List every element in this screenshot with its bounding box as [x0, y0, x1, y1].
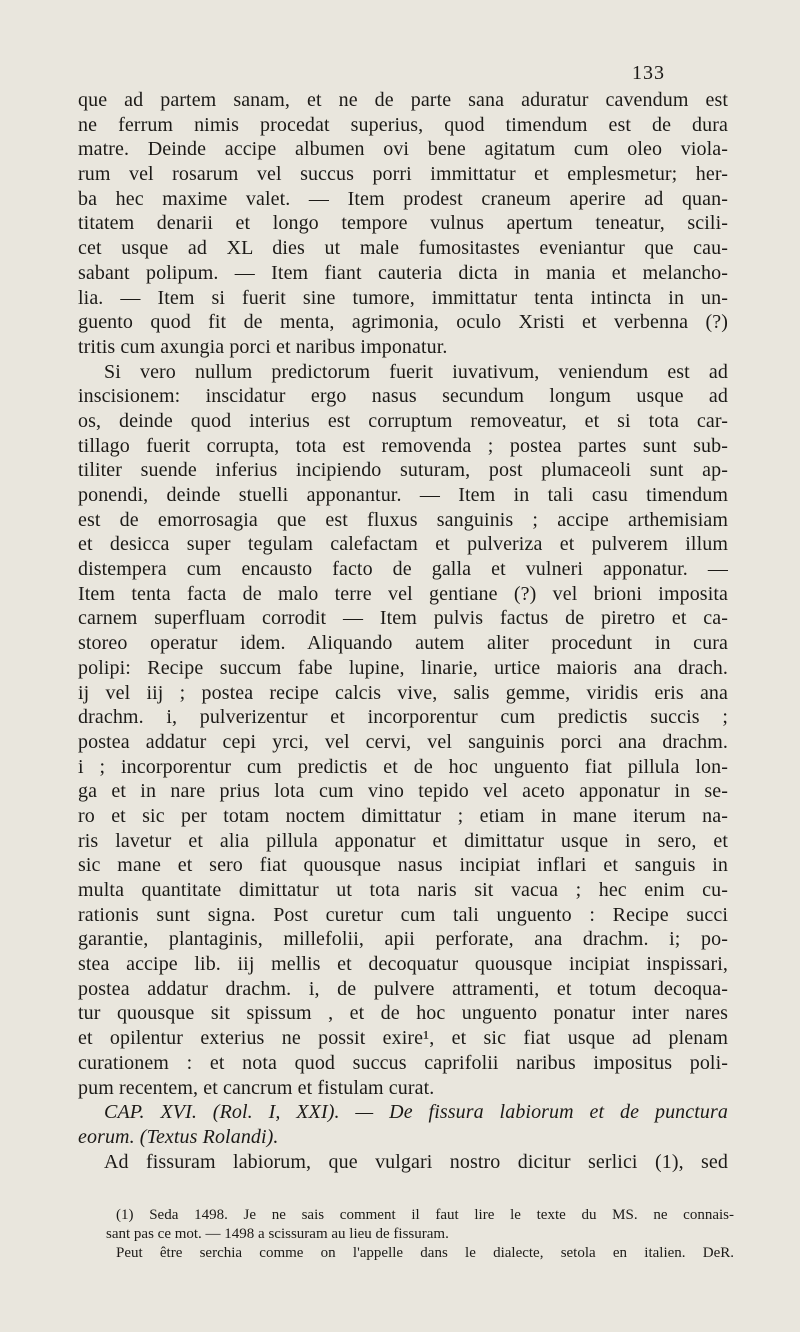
page-number: 133 [632, 62, 665, 84]
text-line: Item tenta facta de malo terre vel gentiane (?) vel brioni imposita [78, 582, 728, 605]
paragraph-start-line: Ad fissuram labiorum, que vulgari nostro dicitur serlici (1), sed [104, 1150, 728, 1173]
text-line: ris lavetur et alia pillula apponatur et dimittatur usque in sero, et [78, 829, 728, 852]
text-line: multa quantitate dimittatur ut tota naris sit vacua ; hec enim cu- [78, 879, 728, 901]
text-line: et opilentur exterius ne possit exire¹, et sic fiat usque ad plenam [78, 1027, 728, 1050]
text-line: sic mane et sero fiat quousque nasus incipiat inflari et sanguis in [78, 854, 728, 877]
text-line: rationis sunt signa. Post curetur cum tali unguento : Recipe succi [78, 903, 728, 926]
text-line: os, deinde quod interius est corruptum removeatur, et si tota car- [78, 409, 728, 432]
footnote-line: (1) Seda 1498. Je ne sais comment il faut lire le texte du MS. ne connais- [116, 1207, 734, 1223]
text-line: distempera cum encausto facto de galla et vulneri apponatur. — [78, 558, 728, 581]
text-line: ponendi, deinde stuelli apponantur. — Item in tali casu timendum [78, 484, 728, 506]
footnote-line: sant pas ce mot. — 1498 a scissuram au lieu de fissuram. [106, 1226, 449, 1242]
footnotes [106, 1206, 734, 1263]
text-line: polipi: Recipe succum fabe lupine, linarie, urtice maioris ana drach. [78, 656, 728, 679]
chapter-heading-continued: eorum. (Textus Rolandi). [78, 1125, 279, 1148]
text-line: sabant polipum. — Item fiant cauteria dicta in mania et melancho- [78, 261, 728, 284]
text-line: est de emorrosagia que est fluxus sanguinis ; accipe arthemisiam [78, 508, 728, 531]
text-line: curationem : et nota quod succus caprifolii naribus impositus poli- [78, 1051, 728, 1074]
footnote-line: Peut être serchia comme on l'appelle dans le dialecte, setola en italien. DeR. [116, 1245, 734, 1261]
text-line: storeo operatur idem. Aliquando autem aliter procedunt in cura [78, 632, 728, 655]
text-line: ba hec maxime valet. — Item prodest craneum aperire ad quan- [78, 187, 728, 210]
text-line: tillago fuerit corrupta, tota est removenda ; postea partes sunt sub- [78, 434, 728, 457]
text-line: inscisionem: inscidatur ergo nasus secundum longum usque ad [78, 385, 728, 408]
text-line: ro et sic per totam noctem dimittatur ; etiam in mane iterum na- [78, 804, 728, 827]
text-line: titatem denarii et longo tempore vulnus apertum teneatur, scili- [78, 212, 728, 235]
text-line: guento quod fit de menta, agrimonia, oculo Xristi et verbenna (?) [78, 311, 728, 334]
paragraph-start-line: Si vero nullum predictorum fuerit iuvativum, veniendum est ad [104, 360, 728, 383]
text-line: pum recentem, et cancrum et fistulam curat. [78, 1076, 435, 1099]
text-line: tur quousque sit spissum , et de hoc unguento ponatur inter nares [78, 1002, 728, 1025]
text-line: cet usque ad XL dies ut male fumositastes eveniantur que cau- [78, 237, 728, 260]
text-line: i ; incorporentur cum predictis et de hoc unguento fiat pillula lon- [78, 755, 728, 778]
text-line: rum vel rosarum vel succus porri immittatur et emplesmetur; her- [78, 163, 728, 186]
text-line: que ad partem sanam, et ne de parte sana aduratur cavendum est [78, 89, 728, 111]
text-line: ij vel iij ; postea recipe calcis vive, salis gemme, viridis eris ana [78, 681, 728, 704]
text-line: ga et in nare prius lota cum vino tepido vel aceto apponatur in se- [78, 780, 728, 803]
text-line: tritis cum axungia porci et naribus imponatur. [78, 335, 448, 358]
text-line: carnem superfluam corrodit — Item pulvis factus de piretro et ca- [78, 607, 728, 630]
text-line: postea addatur cepi yrci, vel cervi, vel sanguinis porci ana drachm. [78, 730, 728, 753]
chapter-heading: CAP. XVI. (Rol. I, XXI). — De fissura labiorum et de punctura [104, 1101, 728, 1124]
text-line: tiliter suende inferius incipiendo suturam, post plumaceoli sunt ap- [78, 459, 728, 482]
body-text [78, 88, 728, 1174]
text-line: lia. — Item si fuerit sine tumore, immittatur tenta intincta in un- [78, 286, 728, 309]
text-line: ne ferrum nimis procedat superius, quod timendum est de dura [78, 113, 728, 136]
text-line: postea addatur drachm. i, de pulvere attramenti, et totum decoqua- [78, 977, 728, 1000]
text-line: drachm. i, pulverizentur et incorporentur cum predictis succis ; [78, 706, 728, 729]
text-line: matre. Deinde accipe albumen ovi bene agitatum cum oleo viola- [78, 138, 728, 161]
text-line: garantie, plantaginis, millefolii, apii perforate, ana drachm. i; po- [78, 928, 728, 951]
text-line: stea accipe lib. iij mellis et decoquatur quousque incipiat inspissari, [78, 953, 728, 976]
text-line: et desicca super tegulam calefactam et pulveriza et pulverem illum [78, 533, 728, 556]
